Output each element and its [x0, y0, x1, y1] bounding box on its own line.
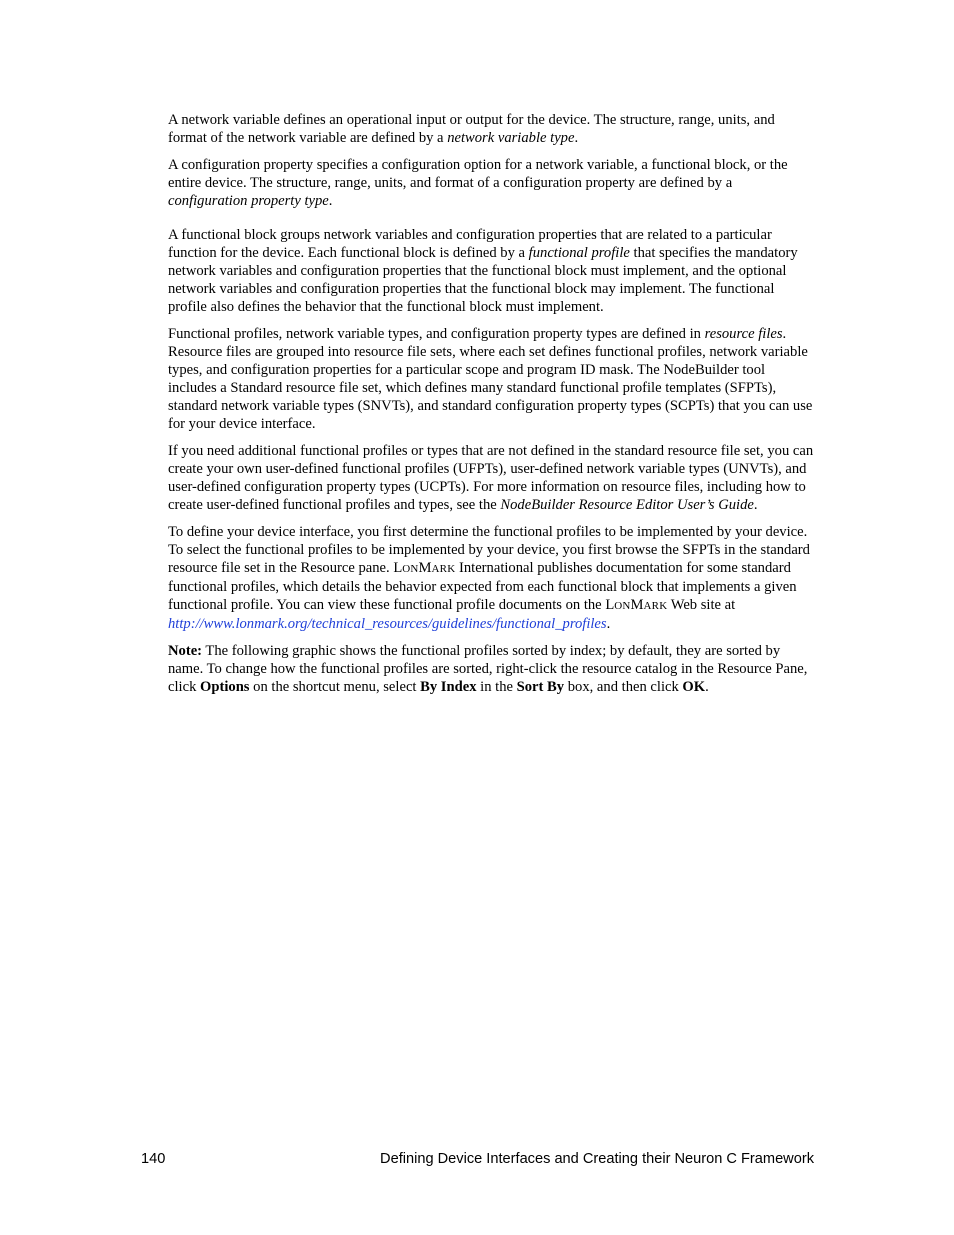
paragraph-functional-block [168, 226, 814, 316]
paragraph-network-variable [168, 111, 814, 147]
ui-term-by-index: By Index [420, 679, 477, 695]
paragraph-text: If you need additional functional profiles or types that are not defined in the standard resource file set, you can create your own user-defined functional profiles (UFPTs), user-defined network variable types (UNVTs), and user-defined configuration property types (UCPTs). For more information on resource files, including how to create user-defined functional profiles and types, see the [168, 443, 814, 513]
paragraph-text: Functional profiles, network variable types, and configuration property types are defined in [168, 326, 705, 342]
paragraph-text: International publishes documentation for some standard functional profiles, which details the behavior expected from each functional block that implements a given functional profile. You can view these functional profile documents on the [168, 560, 797, 613]
lonmark-wordmark: LONMARK [605, 597, 668, 613]
paragraph-text: A functional block groups network variables and configuration properties that are related to a particular function for the device. Each functional block is defined by a [168, 227, 772, 261]
paragraph-text: The following graphic shows the functional profiles sorted by index; by default, they are sorted by name. To change how the functional profiles are sorted, right-click the resource catalog in the Resource Pane, click [168, 643, 808, 695]
lonmark-functional-profiles-link[interactable]: http://www.lonmark.org/technical_resources/guidelines/functional_profiles [168, 616, 607, 632]
note-label: Note: [168, 643, 203, 659]
paragraph-text: . Resource files are grouped into resource file sets, where each set defines functional profiles, network variable types, and configuration properties for a particular scope and program ID mask. The NodeBuilder tool includes a Standard resource file set, which defines many standard functional profile templates (SFPTs), standard network variable types (SNVTs), and standard configuration property types (SCPTs) that you can use for your device interface. [168, 326, 813, 432]
footer-title: Defining Device Interfaces and Creating their Neuron C Framework [380, 1151, 814, 1167]
ui-term-sort-by: Sort By [516, 679, 565, 695]
term-network-variable-type: network variable type [447, 130, 575, 146]
ui-term-ok: OK [682, 679, 706, 695]
lonmark-wordmark: LONMARK [393, 560, 456, 576]
page-body [168, 111, 814, 705]
paragraph-text: A network variable defines an operational input or output for the device. The structure, range, units, and format of the network variable are defined by a [168, 112, 775, 146]
term-configuration-property-type: configuration property type [168, 193, 329, 209]
paragraph-text: A configuration property specifies a configuration option for a network variable, a functional block, or the entire device. The structure, range, units, and format of a configuration property are defined by a [168, 157, 788, 191]
paragraph-device-interface [168, 523, 814, 633]
paragraph-text: box, and then click [564, 679, 683, 695]
paragraph-user-defined-types [168, 442, 814, 514]
paragraph-end: . [753, 497, 758, 513]
paragraph-end: . [328, 193, 333, 209]
paragraph-text: that specifies the mandatory network variables and configuration properties that the functional block must implement, and the optional network variables and configuration properties that the functional block may implement. The functional profile also defines the behavior that the functional block must implement. [168, 245, 798, 315]
term-resource-files: resource files [704, 326, 783, 342]
paragraph-note [168, 642, 814, 696]
paragraph-end: . [574, 130, 579, 146]
paragraph-text: in the [476, 679, 517, 695]
paragraph-text: on the shortcut menu, select [249, 679, 421, 695]
paragraph-configuration-property [168, 156, 814, 210]
paragraph-end: . [606, 616, 611, 632]
term-resource-editor-guide: NodeBuilder Resource Editor User’s Guide [500, 497, 754, 513]
paragraph-resource-files [168, 325, 814, 433]
term-functional-profile: functional profile [528, 245, 630, 261]
paragraph-text: To define your device interface, you first determine the functional profiles to be implemented by your device. To select the functional profiles to be implemented by your device, you first browse the SFPTs in the standard resource file set in the Resource pane. [168, 524, 810, 576]
ui-term-options: Options [200, 679, 250, 695]
page-number: 140 [141, 1151, 166, 1167]
paragraph-end: . [705, 679, 709, 695]
paragraph-text: Web site at [667, 597, 736, 613]
